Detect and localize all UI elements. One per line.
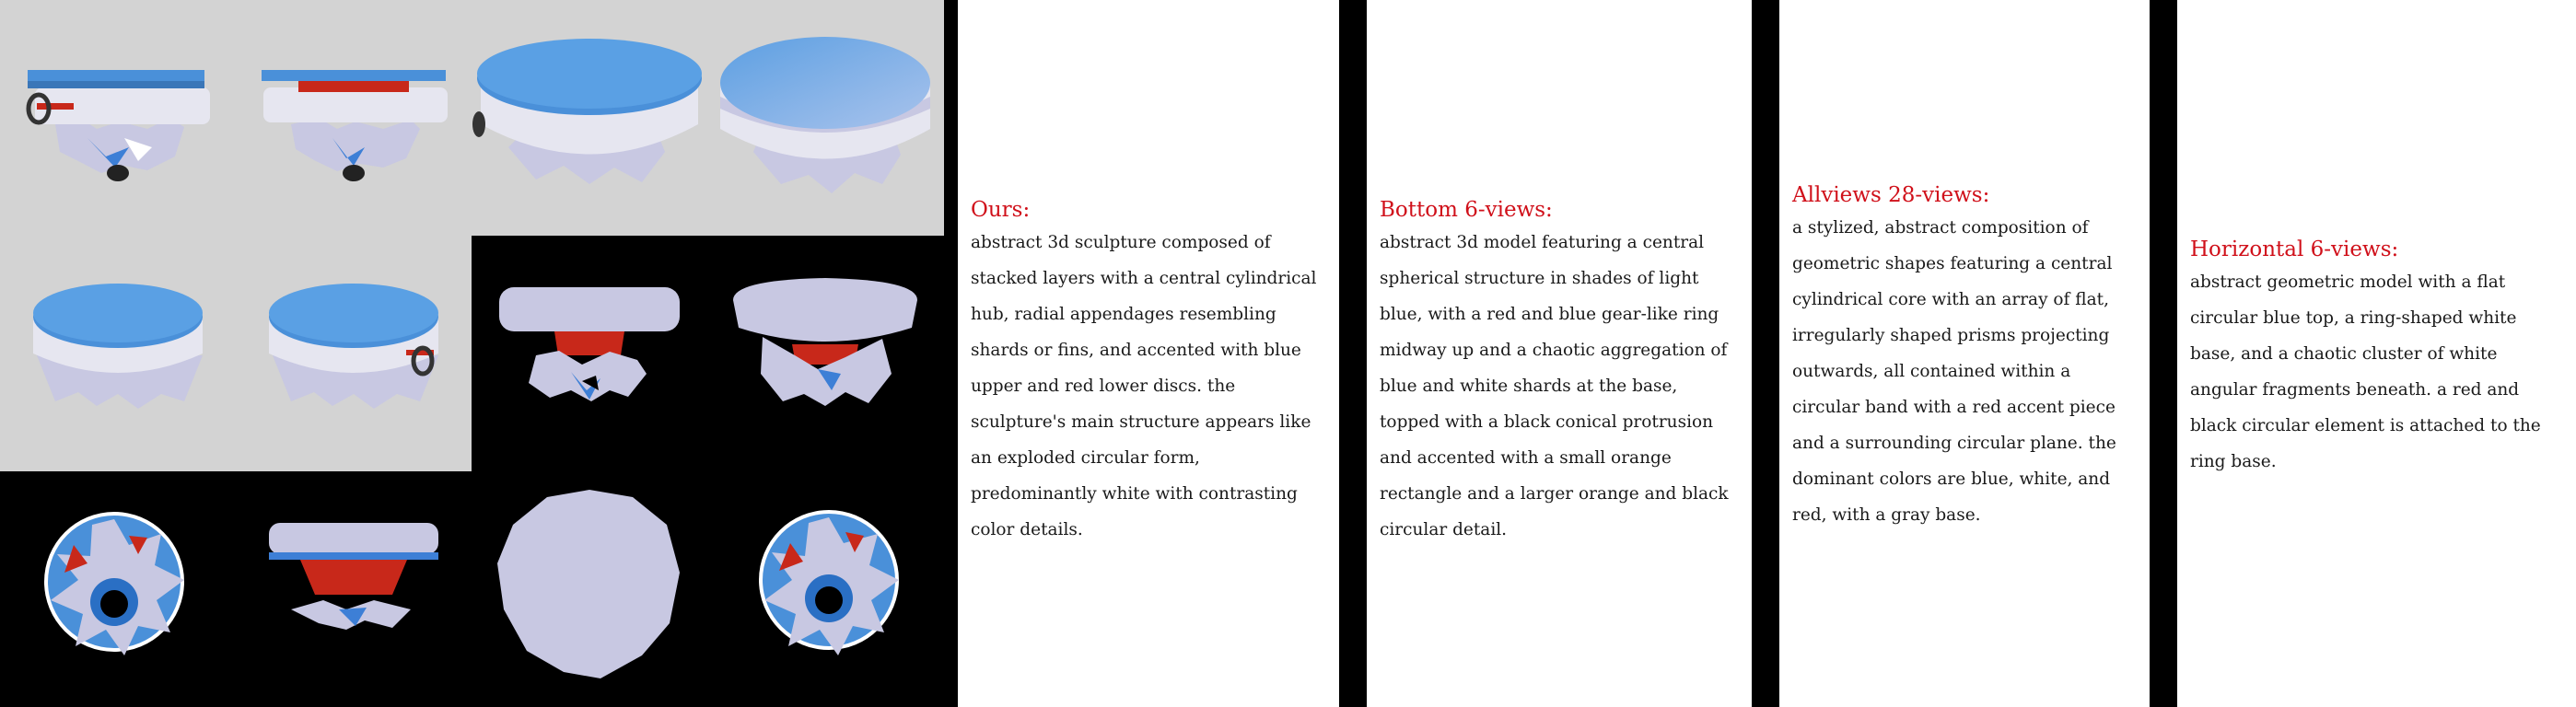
render-top-tilted-gradient bbox=[707, 0, 943, 236]
render-side-red-ring bbox=[236, 471, 472, 707]
caption-title: Ours: bbox=[971, 198, 1031, 222]
caption-text: a stylized, abstract composition of geometric shapes featuring a central cylindrical core with an array of flat, irregularly shaped prisms projecting outwards, all contained within a circular band with a red accent piece and a surrounding circular plane. the dominant colors are blue, white, and red, with a gray base. bbox=[1792, 218, 2116, 525]
render-grid bbox=[0, 0, 958, 707]
render-top-tilted bbox=[0, 236, 236, 471]
render-side-handle-left bbox=[0, 0, 236, 236]
render-top-down-gear bbox=[0, 471, 236, 707]
caption-text: abstract 3d sculpture composed of stacked layers with a central cylindrical hub, radial appendages resembling shards or fins, and accented with blue upper and red lower discs. the sculpture's main structure appears like an exploded circular form, predominantly white with contrasting color details. bbox=[971, 233, 1317, 539]
caption-panel-allviews-28-views bbox=[1779, 0, 2150, 707]
render-top-down-gear bbox=[707, 471, 943, 707]
render-side-handle-right bbox=[236, 236, 472, 471]
caption-title: Bottom 6-views: bbox=[1380, 198, 1553, 222]
caption-panel-ours bbox=[958, 0, 1339, 707]
caption-panel-horizontal-6-views bbox=[2177, 0, 2576, 707]
caption-title: Horizontal 6-views: bbox=[2190, 238, 2399, 261]
render-bottom-underside bbox=[472, 236, 707, 471]
caption-title: Allviews 28-views: bbox=[1792, 183, 1990, 207]
render-top-tilted bbox=[472, 0, 707, 236]
render-top-down-plain bbox=[472, 471, 707, 707]
caption-text: abstract 3d model featuring a central spherical structure in shades of light blue, with a red and blue gear-like ring midway up and a chaotic aggregation of blue and white shards at the base, topped with a black conical protrusion and accented with a small orange rectangle and a larger orange and black circular detail. bbox=[1380, 233, 1729, 539]
caption-panel-bottom-6-views bbox=[1367, 0, 1752, 707]
caption-text: abstract geometric model with a flat circular blue top, a ring-shaped white base, and a chaotic cluster of white angular fragments beneath. a red and black circular element is attached to the ring base. bbox=[2190, 272, 2541, 471]
render-bottom-underside bbox=[707, 236, 943, 471]
render-side-red-ring bbox=[236, 0, 472, 236]
